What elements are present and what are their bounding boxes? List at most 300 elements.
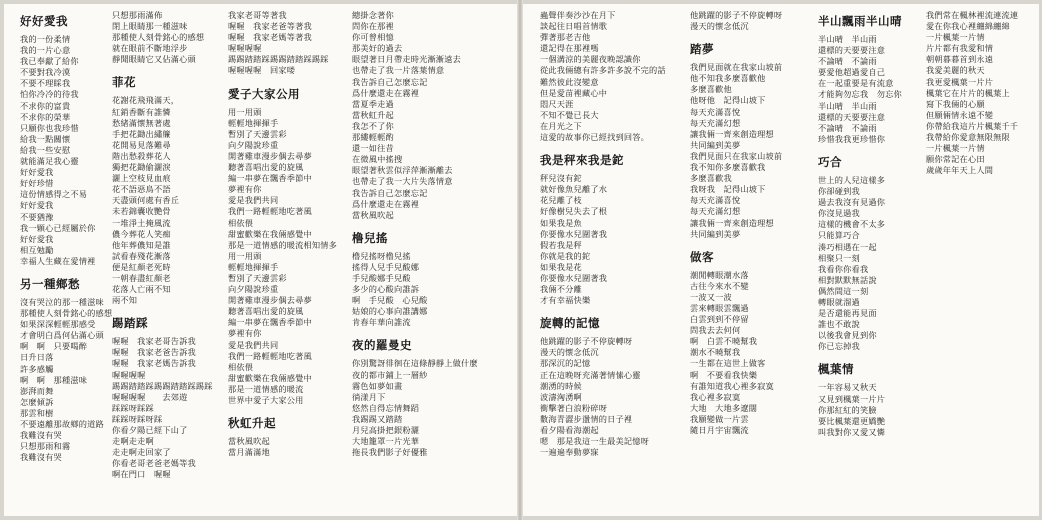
lyric-line: 潮湧的時候 — [540, 380, 582, 391]
lyric-line: 你可曾相憶 — [352, 32, 394, 43]
lyric-line: 是否還能再見面 — [818, 308, 877, 319]
lyric-line: 怎麼傾訴 — [20, 396, 54, 407]
lyric-line: 你要像水兒圍著我 — [540, 272, 608, 283]
lyric-line: 一波又一波 — [690, 291, 732, 302]
lyric-line: 聽著喜唱出愛的旋風 — [228, 162, 304, 173]
lyric-line: 手兒酸娜手兒酸 — [352, 272, 411, 283]
lyric-line: 我告訴自己怎麼忘記 — [352, 76, 428, 87]
lyric-line: 閉上眼睛那一種滋味 — [112, 21, 188, 32]
lyric-line: 這份情感得之不易 — [20, 189, 88, 200]
lyric-line: 大地籠罩一片光華 — [352, 436, 420, 447]
lyric-line: 獨把花鋤偷灑淚 — [112, 162, 171, 173]
lyric-line: 愛在你我心裡纏綿纏綿 — [926, 21, 1010, 32]
lyric-line: 共同編到美夢 — [690, 139, 741, 150]
song-title: 好好愛我 — [20, 14, 68, 28]
lyric-line: 我一顆心已經屬於你 — [20, 222, 96, 233]
lyric-line: 我怎不了你 — [352, 120, 394, 131]
lyric-line: 一片楓葉一片情 — [926, 143, 985, 154]
lyric-line: 過去我沒有見過你 — [818, 197, 886, 208]
song-block — [112, 75, 216, 306]
lyric-line: 波濤洶湧啊 — [540, 391, 582, 402]
lyric-line: 那縷輕輕酌 — [352, 132, 394, 143]
lyric-line: 拖長我們影子好優雅 — [352, 447, 428, 458]
lyric-line: 世界中愛子大家公用 — [228, 395, 304, 405]
lyric-line: 我難沒有哭 — [20, 430, 62, 441]
song-title: 踢踏踩 — [112, 316, 148, 331]
lyric-line: 有誰知道我心裡多寂寞 — [690, 380, 774, 391]
lyric-line: 就能滿足我心靈 — [20, 156, 79, 167]
lyric-line: 蟲聲伴奏沙沙在月下 — [540, 10, 616, 20]
lyric-line: 踢踢踏踏踩踢踢踏踏踩踢踩 — [228, 54, 329, 65]
lyric-line: 花謝花飛飛滿天， — [112, 95, 180, 106]
lyric-line: 這樣的機會不太多 — [818, 219, 886, 230]
song-title: 夜的羅曼史 — [352, 338, 412, 353]
song-block — [818, 362, 922, 437]
lyric-line: 白雲到到不停留 — [690, 314, 749, 325]
song-title: 旋轉的記憶 — [540, 316, 600, 331]
lyric-line: 片片都有我愛和情 — [926, 43, 994, 54]
lyric-line: 但願倆情永遠不變 — [926, 109, 994, 120]
lyrics-column — [690, 10, 794, 446]
lyric-line: 向夕陽說珍重 — [228, 139, 279, 150]
lyric-line: 多麼喜歡他 — [690, 84, 732, 95]
lyric-line: 當秋虹升起 — [352, 109, 394, 120]
lyric-line: 紅銷香斷有誰憐 — [112, 106, 171, 117]
lyric-line: 看夕陽看海潮起 — [540, 425, 599, 435]
lyric-line: 給我一點關懷 — [20, 133, 71, 144]
lyric-line: 我倆不分離 — [540, 284, 582, 295]
lyric-line: 我家老哥等著我 — [228, 10, 287, 20]
lyric-line: 半山晴 半山雨 — [818, 100, 877, 111]
lyric-line: 衝擊著白浪粉碎呀 — [540, 402, 608, 413]
lyric-line: 儂今葬花人笑痴 — [112, 228, 171, 239]
lyric-line: 還記得在那裡嗎 — [540, 43, 599, 54]
lyric-line: 花兒離了枝 — [540, 195, 582, 206]
lyric-line: 共同編到美夢 — [690, 228, 741, 239]
lyric-line: 我們常在楓林裡流連流連 — [926, 10, 1019, 20]
lyrics-column — [540, 10, 666, 468]
lyric-line: 漫天的懷念低沉 — [540, 347, 599, 358]
lyric-line: 向夕陽說珍重 — [228, 284, 279, 295]
lyric-line: 朝朝暮暮首到永遠 — [926, 54, 994, 65]
lyric-line: 還標的天要要注意 — [818, 111, 886, 122]
lyric-line: 那種使人刻骨銘心的感想 — [20, 308, 113, 319]
lyric-line: 要比楓葉還更嬌艷 — [818, 415, 886, 426]
lyric-line: 珍惜我我更珍惜你 — [818, 133, 886, 144]
lyric-line: 姑娘的心事向誰講娜 — [352, 306, 428, 317]
lyric-line: 談起往日唱首情歌 — [540, 21, 608, 32]
lyrics-column — [352, 10, 478, 468]
lyric-line: 夜的都市鋪上一層紗 — [352, 369, 428, 380]
lyric-line: 悶尺天涯 — [540, 98, 574, 109]
lyric-line: 你那紅紅的笑臉 — [818, 404, 877, 415]
lyric-line: 他不知我多麼喜歡他 — [690, 73, 766, 84]
song-title: 秋虹升起 — [228, 416, 276, 431]
lyric-line: 古往今來水不變 — [690, 280, 749, 291]
lyric-line: 用一用頭 — [228, 106, 262, 117]
lyric-line: 天盡頭何處有香丘 — [112, 195, 180, 206]
lyric-line: 從此我倆總有許多許多說不完的話 — [540, 65, 666, 76]
lyric-line: 踩踩呀踩踩 — [112, 402, 154, 413]
lyric-line: 你別驚訝徘徊在這條靜靜上做什麼 — [352, 358, 478, 369]
lyric-line: 我更愛楓葉一片片 — [926, 76, 994, 87]
lyric-line: 我們一路輕輕地吃著風 — [228, 350, 312, 361]
song-block — [20, 14, 124, 267]
lyric-line: 眼望著秋雲似浮萍漸漸離去 — [352, 165, 453, 176]
lyric-line: 一個溝涼的美麗夜晚認識你 — [540, 54, 641, 65]
lyric-line: 喔喔喔喔 — [112, 369, 146, 380]
lyric-line: 一年容易又秋天 — [818, 382, 877, 393]
lyric-line: 輕輕地揮揮手 — [228, 261, 279, 272]
lyric-line: 喔喔 我家老哥告訴我 — [112, 336, 196, 347]
lyric-line: 才能夠勿忘我 勿忘你 — [818, 89, 902, 100]
lyric-line: 我的一片心意 — [20, 45, 71, 56]
lyric-line: 試看春殘花漸落 — [112, 250, 171, 261]
song-block — [690, 250, 794, 436]
lyric-line: 你帶給我這片片楓葉千千 — [926, 120, 1019, 131]
lyric-line: 讓我倆一齊來創造理想 — [690, 128, 774, 139]
lyric-line: 潮水不曉幫我 — [690, 347, 741, 358]
lyric-line: 花開易見落難尋 — [112, 139, 171, 150]
lyric-line: 好好珍惜 — [20, 178, 54, 189]
lyric-line: 那美好的過去 — [352, 43, 403, 54]
lyric-line: 楓葉它在片片的楓葉上 — [926, 87, 1010, 98]
lyric-line: 一堆淨土掩風流 — [112, 217, 171, 228]
lyric-line: 當秋風吹起 — [228, 436, 270, 447]
lyric-line: 我願變做一片雲 — [690, 413, 749, 424]
lyric-line: 還標的天要要注意 — [818, 45, 886, 56]
lyric-line: 雲來轉眼雲飄過 — [690, 302, 749, 313]
lyric-line: 要愛他超過愛自己 — [818, 67, 886, 78]
lyric-line: 你看老哥老爸老媽等我 — [112, 458, 196, 469]
lyric-line: 只想那雨和霧 — [20, 441, 71, 452]
lyric-line: 湊巧相遇在一起 — [818, 241, 877, 252]
song-title: 巧合 — [818, 154, 842, 169]
song-block — [112, 10, 216, 65]
lyric-line: 啊 手兒酸 心兒酸 — [352, 295, 428, 306]
lyric-line: 寫下我倆的心願 — [926, 98, 985, 109]
lyric-line: 喔喔喔喔 回家喽 — [228, 65, 296, 76]
song-title: 半山飄雨半山晴 — [818, 14, 902, 28]
lyric-line: 暫別了天邊雲彩 — [228, 272, 287, 283]
lyric-line: 多麼喜歡我 — [690, 173, 732, 184]
lyric-line: 喔喔 我家老爸告訴我 — [112, 347, 196, 358]
lyric-line: 還一如往昔 — [352, 143, 394, 154]
lyric-line: 灑上空枝見血痕 — [112, 173, 171, 184]
lyric-line: 隨日月宇宙飄流 — [690, 425, 749, 435]
lyric-line: 我踢踢又踏踏 — [352, 413, 403, 424]
lyric-line: 不知不覺已長大 — [540, 109, 599, 120]
lyric-line: 好像樹兒失去了根 — [540, 206, 608, 217]
lyric-line: 走走啊走回家了 — [112, 447, 171, 458]
lyric-line: 好好愛我 — [20, 200, 54, 211]
song-block — [926, 10, 1030, 176]
lyric-line: 偶然間這一刻 — [818, 285, 869, 296]
lyric-line: 你沒見過我 — [818, 208, 860, 219]
lyric-line: 那是一道情感的暖流相知情多 — [228, 239, 338, 250]
lyric-line: 每天充滿幻想 — [690, 206, 741, 217]
lyric-line: 不要遠離那故鄉的道路 — [20, 419, 104, 429]
lyric-line: 也帶走了我一片落葉情意 — [352, 65, 445, 76]
lyric-line: 如果深深輕輕那感受 — [20, 319, 96, 330]
song-block — [228, 86, 338, 407]
lyric-line: 讓我倆一齊來創造理想 — [690, 217, 774, 228]
song-title: 我是秤來我是鉈 — [540, 153, 624, 168]
lyric-line: 你要像水兒圍著我 — [540, 228, 608, 239]
lyric-line: 彈著那老吉他 — [540, 32, 591, 43]
song-block — [690, 42, 794, 240]
lyric-line: 你就是我的鉈 — [540, 250, 591, 261]
lyric-line: 一遍遍奉動夢寐 — [540, 447, 599, 458]
lyric-line: 不求你的榮華 — [20, 111, 71, 122]
lyric-line: 就在眼前不斷地浮步 — [112, 43, 188, 54]
song-block — [818, 14, 922, 145]
lyric-line: 那種使人刻骨銘心的感想 — [112, 32, 205, 43]
lyric-line: 啊 啊 那種滋味 — [20, 374, 88, 385]
lyric-line: 我難沒有哭 — [20, 452, 62, 463]
lyric-line: 不要不理睬我 — [20, 78, 71, 89]
lyric-line: 不論晴 不論雨 — [818, 56, 877, 67]
lyric-line: 大地 大地多遼闊 — [690, 402, 758, 413]
lyric-line: 暫別了天邊雲彩 — [228, 128, 287, 139]
lyric-line: 愛是我們共同 — [228, 339, 279, 350]
lyric-line: 數海青澀步盪情的日子裡 — [540, 413, 633, 424]
lyric-line: 夢裡有你 — [228, 184, 262, 195]
lyric-line: 才有幸福快樂 — [540, 295, 591, 306]
lyric-line: 愛是我們共同 — [228, 195, 279, 206]
song-block — [112, 316, 216, 480]
lyric-line: 相依偎 — [228, 361, 254, 372]
lyric-line: 我的一份柔情 — [20, 34, 71, 44]
lyric-line: 在月光之下 — [540, 120, 582, 131]
lyric-line: 啊 啊 只要喝醉 — [20, 341, 88, 352]
lyric-line: 我已奉獻了給你 — [20, 56, 79, 67]
lyric-line: 霧色如夢如畫 — [352, 380, 403, 391]
lyric-line: 誰也不敢說 — [818, 319, 860, 330]
lyric-line: 肯春年華向誰流 — [352, 317, 411, 328]
lyric-line: 爲什麼還走在霧裡 — [352, 198, 420, 209]
lyric-line: 問我去去何何 — [690, 325, 741, 336]
lyric-line: 不論晴 不論雨 — [818, 122, 877, 133]
lyric-line: 我看你你看我 — [818, 263, 869, 274]
lyric-line: 一片楓葉一片情 — [926, 32, 985, 43]
lyric-line: 不要對我冷漠 — [20, 67, 71, 78]
lyric-line: 喔喔喔喔 — [228, 43, 262, 54]
lyric-line: 在微風中搖搜 — [352, 154, 403, 165]
lyric-line: 又見到楓葉一片片 — [818, 393, 886, 404]
lyric-line: 不求你的富貴 — [20, 100, 71, 111]
song-block — [352, 231, 456, 329]
lyric-line: 這愛的故事你已經找到回答。 — [540, 132, 650, 143]
lyrics-column — [228, 10, 338, 468]
lyric-line: 每天充滿幻想 — [690, 117, 741, 128]
lyric-line: 開著雞車漫步偶去尋夢 — [228, 295, 312, 306]
lyric-line: 我們見面就在我家山坡前 — [690, 62, 783, 73]
lyric-line: 未若錦囊收艷骨 — [112, 206, 171, 217]
lyric-line: 爲什麼還走在霧裡 — [352, 87, 420, 98]
lyric-line: 那是一道情感的暖流 — [228, 383, 304, 394]
lyric-line: 以後我會見到你 — [818, 330, 877, 341]
lyric-line: 潮閒轉眼潮水落 — [690, 269, 749, 280]
lyric-line: 好好愛我 — [20, 167, 54, 178]
lyric-line: 徜漾月下 — [352, 391, 386, 402]
lyric-line: 你卻碰到我 — [818, 186, 860, 197]
song-block — [352, 10, 462, 221]
lyric-line: 喔喔 我家老爸等著我 — [228, 21, 312, 32]
lyric-line: 你已忘掉我 — [818, 341, 860, 352]
lyric-line: 每天充滿喜悅 — [690, 195, 741, 206]
lyric-line: 假若我是秤 — [540, 239, 582, 250]
lyric-line: 喔喔 我家老媽等著我 — [228, 32, 312, 43]
lyric-line: 聽著喜唱出愛的旋風 — [228, 306, 304, 317]
lyric-line: 啊在門口 喔喔 — [112, 469, 171, 480]
song-block — [228, 10, 332, 77]
song-block — [540, 10, 666, 143]
lyrics-column — [926, 10, 1030, 186]
lyric-line: 正在這晚呀充滿著情愫心靈 — [540, 369, 641, 380]
lyric-line: 相聚只一刻 — [818, 252, 860, 263]
song-block — [818, 155, 922, 353]
lyric-line: 編一串夢在飄香季節中 — [228, 173, 312, 184]
lyric-line: 啊 不要看我快樂 — [690, 369, 758, 380]
lyric-line: 我們一路輕輕地吃著風 — [228, 206, 312, 217]
lyric-line: 相互勉勵 — [20, 244, 54, 255]
lyric-line: 眼望著日月帶走時光漸漸遠去 — [352, 54, 462, 65]
lyric-line: 他年葬儂知是誰 — [112, 239, 171, 250]
lyric-line: 我心裡多寂寞 — [690, 391, 741, 402]
song-title: 菲花 — [112, 75, 136, 90]
lyric-line: 問你在那裡 — [352, 21, 394, 32]
lyric-line: 漫天的懷念低沉 — [690, 21, 749, 32]
lyric-line: 愁緒滿懷無著處 — [112, 117, 171, 128]
lyric-line: 夢裡有你 — [228, 328, 262, 339]
lyric-line: 編一串夢在飄香季節中 — [228, 317, 312, 328]
lyric-line: 如果我是魚 — [540, 217, 582, 228]
song-title: 做客 — [690, 249, 714, 264]
lyric-line: 輕輕地揮揮手 — [228, 117, 279, 128]
song-title: 另一種鄉愁 — [20, 276, 80, 291]
lyric-line: 兩不知 — [112, 295, 138, 306]
lyric-line: 他呀他 記得山坡下 — [690, 95, 766, 106]
song-title: 楓葉情 — [818, 362, 854, 377]
lyric-line: 喔喔 我家老媽告訴我 — [112, 358, 196, 369]
lyric-line: 每天充滿喜悅 — [690, 106, 741, 117]
lyric-line: 踢踢踏踏踩踢踢踏踏踩踢踩 — [112, 380, 213, 391]
lyric-line: 階出愁殺葬花人 — [112, 150, 171, 161]
booklet-fold — [517, 0, 523, 520]
lyric-line: 他跳躍的影子不停旋轉呀 — [690, 10, 783, 20]
lyric-line: 秤兒沒有鉈 — [540, 173, 582, 184]
lyric-line: 那雲和樹 — [20, 407, 54, 418]
lyric-line: 幸福人生藏在愛情裡 — [20, 255, 96, 266]
lyric-line: 當秋風吹起 — [352, 209, 394, 220]
lyric-line: 只願你也我珍惜 — [20, 122, 79, 133]
lyric-line: 才會明白爲何佔滿心頭 — [20, 330, 104, 341]
lyric-line: 他跳躍的影子不停旋轉呀 — [540, 336, 633, 347]
lyric-line: 只能算巧合 — [818, 230, 860, 241]
lyric-line: 怕你冷冷的待我 — [20, 89, 79, 100]
lyric-line: 願你常記在心田 — [926, 154, 985, 165]
song-title: 橹兒搖 — [352, 230, 388, 245]
lyric-line: 搖得人兒手兒酸娜 — [352, 261, 420, 272]
lyric-line: 手把花鋤出繡簾 — [112, 128, 171, 139]
lyric-line: 就好像魚兒離了水 — [540, 184, 608, 195]
lyrics-column — [20, 10, 124, 473]
lyric-line: 便是紅顏老死時 — [112, 261, 171, 272]
lyric-line: 澎湃而舞 — [20, 385, 54, 396]
lyric-line: 我們見面只在我家山坡前 — [690, 150, 783, 161]
lyric-line: 啊 白雲不曉幫我 — [690, 336, 758, 347]
song-title: 踏夢 — [690, 42, 714, 57]
lyric-line: 不要猶豫 — [20, 211, 54, 222]
lyric-line: 那深沉的記憶 — [540, 358, 591, 369]
lyric-line: 叫我對你又愛又憐 — [818, 426, 886, 437]
lyric-line: 悠然自得忘情舞蹈 — [352, 402, 420, 413]
lyric-line: 相對默默無話說 — [818, 274, 877, 285]
lyric-line: 歲歲年年天上人間 — [926, 165, 994, 176]
lyric-line: 橹兒搖呀橹兒搖 — [352, 250, 411, 261]
lyric-line: 半山晴 半山雨 — [818, 34, 877, 44]
song-block — [540, 316, 650, 458]
lyric-line: 用一用頭 — [228, 250, 262, 261]
lyric-line: 好好愛我 — [20, 233, 54, 244]
lyric-line: 喔喔喔喔 去郊遊 — [112, 391, 188, 402]
lyric-line: 嗯 那是我這一生最美記憶呀 — [540, 436, 650, 447]
lyric-line: 相依偎 — [228, 217, 254, 228]
lyric-line: 我告訴自己怎麼忘記 — [352, 187, 428, 198]
lyric-line: 我不知你多麼喜歡我 — [690, 162, 766, 173]
lyric-line: 也帶走了我一大片失落情意 — [352, 176, 453, 187]
lyric-line: 世上的人兒這樣多 — [818, 174, 886, 185]
lyric-line: 沒有哭泣的那一種滋味 — [20, 296, 104, 307]
lyric-line: 一生都在這世上做客 — [690, 358, 766, 369]
lyric-line: 月兒高掛把銀粉灑 — [352, 425, 420, 435]
lyric-line: 難然彼此沒變意 — [540, 76, 599, 87]
lyric-line: 當月滿滿地 — [228, 447, 270, 458]
lyric-line: 在一起重要是有流意 — [818, 78, 894, 89]
lyric-line: 多少的心酸向誰訴 — [352, 284, 420, 295]
lyric-line: 給我一些安慰 — [20, 144, 71, 155]
lyric-line: 總掛念著你 — [352, 10, 394, 20]
song-block — [20, 277, 124, 463]
song-block — [228, 416, 332, 458]
song-title: 愛子大家公用 — [228, 86, 300, 101]
lyric-line: 但是愛苗裡藏心中 — [540, 87, 608, 98]
song-block — [352, 338, 478, 458]
lyric-line: 踩踩呀踩呀踩 — [112, 413, 163, 424]
lyric-line: 花落人亡兩不知 — [112, 284, 171, 295]
lyric-line: 開著雞車漫步偶去尋夢 — [228, 150, 312, 161]
song-block — [540, 153, 644, 306]
lyric-line: 如果我是花 — [540, 261, 582, 272]
lyric-line: 轉眼就溜過 — [818, 296, 860, 307]
lyric-line: 我帶給你愛意無限無限 — [926, 132, 1010, 143]
lyric-line: 走啊走走啊 — [112, 436, 154, 447]
lyrics-column — [112, 10, 216, 490]
song-block — [690, 10, 794, 32]
lyric-line: 靜聞眼睛它又佔滿心頭 — [112, 54, 196, 65]
lyric-line: 日升日落 — [20, 352, 54, 363]
lyric-line: 許多感觸 — [20, 363, 54, 374]
lyrics-column — [818, 10, 922, 448]
lyric-line: 花不語惡鳥不語 — [112, 184, 171, 195]
lyric-line: 甜蜜歡樂在我倆感覺中 — [228, 228, 312, 239]
lyric-line: 甜蜜歡樂在我倆感覺中 — [228, 372, 312, 383]
lyric-line: 你看夕陽已經下山了 — [112, 425, 188, 435]
lyric-line: 當夏季走過 — [352, 98, 394, 109]
lyric-line: 我愛美麗的秋天 — [926, 65, 985, 76]
lyric-line: 只想那雨滿佈 — [112, 10, 163, 20]
